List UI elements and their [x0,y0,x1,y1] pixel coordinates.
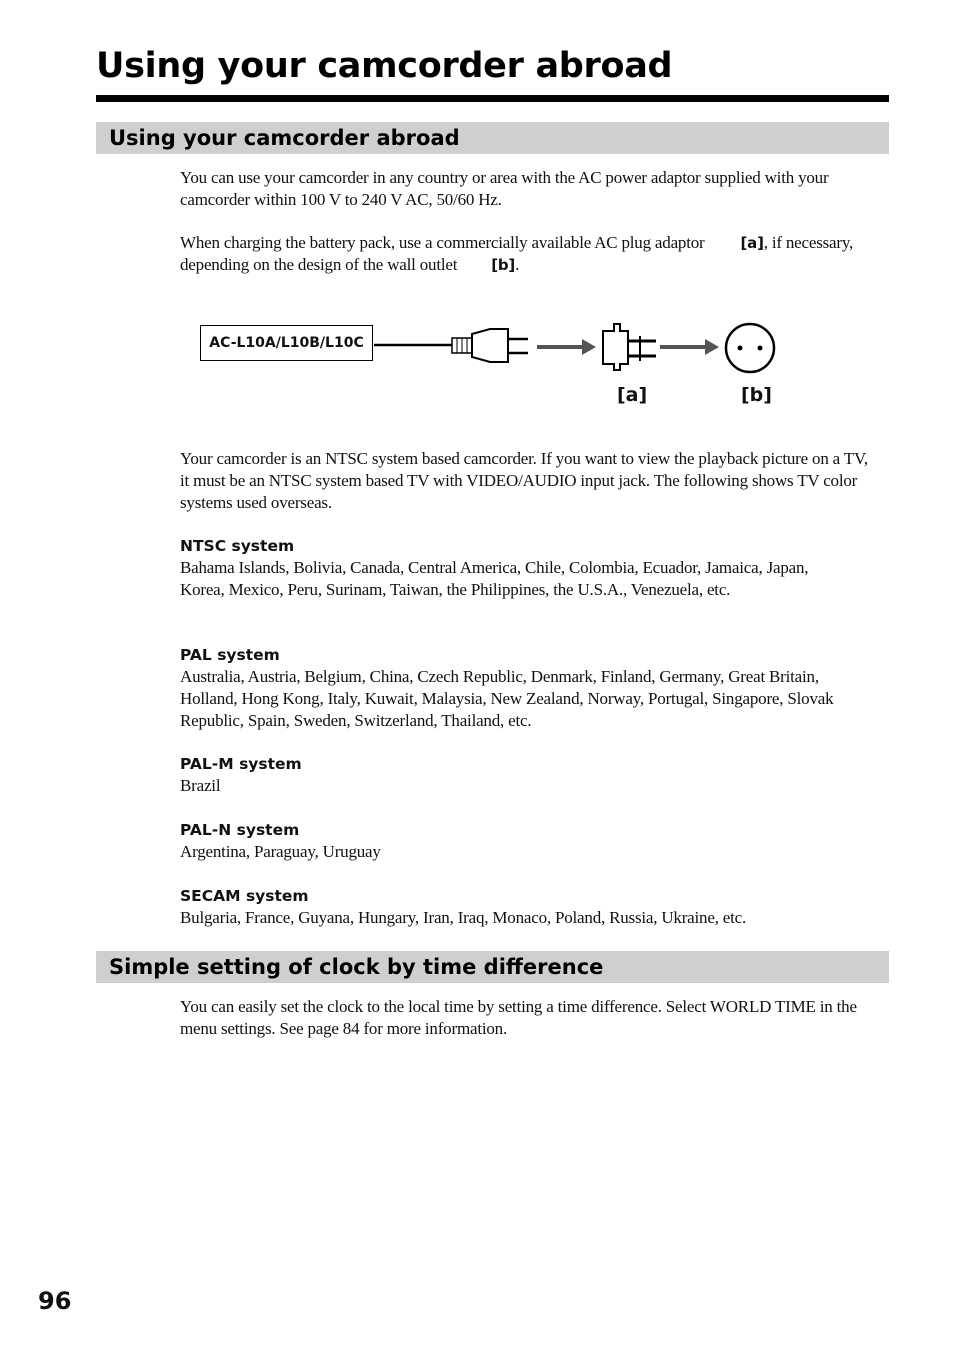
system-countries-pal-n: Argentina, Paraguay, Uruguay [180,842,381,861]
system-countries-ntsc: Bahama Islands, Bolivia, Canada, Central America, Chile, Colombia, Ecuador, Jamaica, Japan, Korea, Mexico, Peru, Surinam, Taiwan, the Philippines, the U.S.A., Venezuela, etc. [180,558,809,599]
clock-paragraph: You can easily set the clock to the local time by setting a time difference. Select WORLD TIME in the menu settings. See page 84 for more information. [180,997,857,1038]
plug-adaptor-diagram [190,312,790,422]
system-heading-secam: SECAM system [180,887,309,905]
wall-outlet-icon [726,324,774,372]
label-b: [b] [741,384,772,406]
adaptor-model-label: AC-L10A/L10B/L10C [200,325,373,361]
section-header-abroad [96,122,889,154]
section-heading: Using your camcorder abroad [109,126,460,150]
system-heading-pal-m: PAL-M system [180,755,302,773]
plug-adaptor-icon [603,324,656,370]
title-rule [96,95,889,102]
ref-b: [b] [491,256,516,274]
system-heading-ntsc: NTSC system [180,537,295,555]
page-number: 96 [38,1287,72,1315]
system-countries-pal: Australia, Austria, Belgium, China, Czech Republic, Denmark, Finland, Germany, Great Britain, Holland, Hong Kong, Italy, Kuwait, Malaysia, New Zealand, Norway, Portugal, Singapore, Slovak Republic, Spain, Sweden, Switzerland, Thailand, etc. [180,667,834,730]
page-title: Using your camcorder abroad [96,46,673,86]
plug-adaptor-text: When charging the battery pack, use a commercially available AC plug adaptor [180,233,705,252]
plug-adaptor-text-cont: , if necessary, depending on the design of the wall outlet [180,233,854,274]
arrow-right-icon [537,339,596,355]
section-heading: Simple setting of clock by time difference [109,955,604,979]
label-a: [a] [617,384,648,406]
system-countries-pal-m: Brazil [180,776,221,795]
system-countries-secam: Bulgaria, France, Guyana, Hungary, Iran, Iraq, Monaco, Poland, Russia, Ukraine, etc. [180,908,747,927]
system-heading-pal: PAL system [180,646,280,664]
plug-icon [452,329,528,362]
intro-paragraph: You can use your camcorder in any country or area with the AC power adaptor supplied with your camcorder within 100 V to 240 V AC, 50/60 Hz. [180,168,829,209]
system-heading-pal-n: PAL-N system [180,821,300,839]
section-header-clock [96,951,889,983]
ref-a: [a] [740,234,764,252]
arrow-right-icon [660,339,719,355]
plug-adaptor-paragraph: When charging the battery pack, use a commercially available AC plug adaptor [a], if necessary, depending on the design of the wall outlet [b]. [180,233,854,274]
ntsc-intro-paragraph: Your camcorder is an NTSC system based camcorder. If you want to view the playback picture on a TV, it must be an NTSC system based TV with VIDEO/AUDIO input jack. The following shows TV color systems used overseas. [180,449,868,512]
plug-diagram-graphic [190,312,790,422]
